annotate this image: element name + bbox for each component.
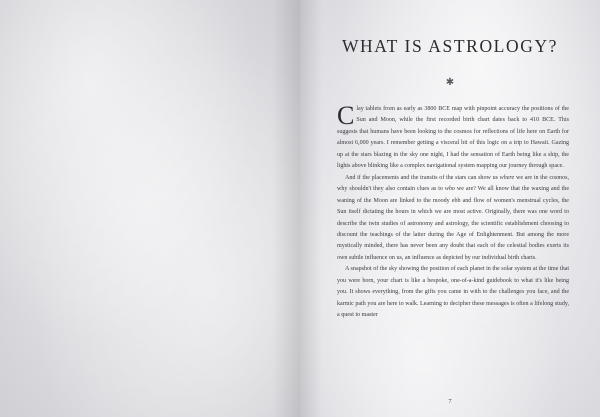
- page-title: WHAT IS ASTROLOGY?: [341, 36, 559, 56]
- emphasis-where: where: [499, 174, 515, 181]
- paragraph-3: A snapshot of the sky showing the position of each planet in the solar system at the time that you were born, your chart is like a bespoke, one-of-a-kind guidebook to what it's like being you. It shows everything, from the gifts you came in with to the challenges you face, and the karmic path you are here to walk. Learning to decipher these messages is often a lifelong study, a quest to master: [337, 266, 569, 319]
- emphasis-who: who: [444, 186, 455, 193]
- paragraph-1: [337, 101, 569, 173]
- body-text: [337, 101, 570, 322]
- right-page: [300, 0, 600, 417]
- page-number: 7: [448, 398, 452, 405]
- paragraph-1-text: lay tablets from as early as 3800 BCE map with pinpoint accuracy the positions of the Sun and Moon, while the first recorded birth chart dates back to 410 BCE. This suggests that humans have been looking to the cosmos for reflections of life here on Earth for almost 6,000 years. I remember getting a visceral hit of this logic on a trip to Hawaii. Gazing up at the stars blazing in the sky one night, I had the sensation of Earth being like a ship, the lights above blinking like a complex navigational system mapping our journey through space.: [337, 106, 569, 170]
- asterisk-ornament-icon: ✱: [445, 77, 455, 88]
- paragraph-2: And if the placements and the transits of the stars can show us where we are in the cosmos, why shouldn't they also contain clues as to who we are? We all know that the waxing and the waning of the Moon are linked to the moody ebb and flow of women's menstrual cycles, the Sun itself dictating the hours in which we are most active. Originally, there was one word to describe the twin studies of astronomy and astrology, the scientific establishment choosing to discount the teachings of the latter during the Age of Enlightenment. But among the more mystically minded, there has never been any doubt that each of the celestial bodies exerts its own subtle influence on us, an influence as depicted by our individual birth charts.: [337, 174, 570, 261]
- drop-cap: C: [337, 101, 355, 130]
